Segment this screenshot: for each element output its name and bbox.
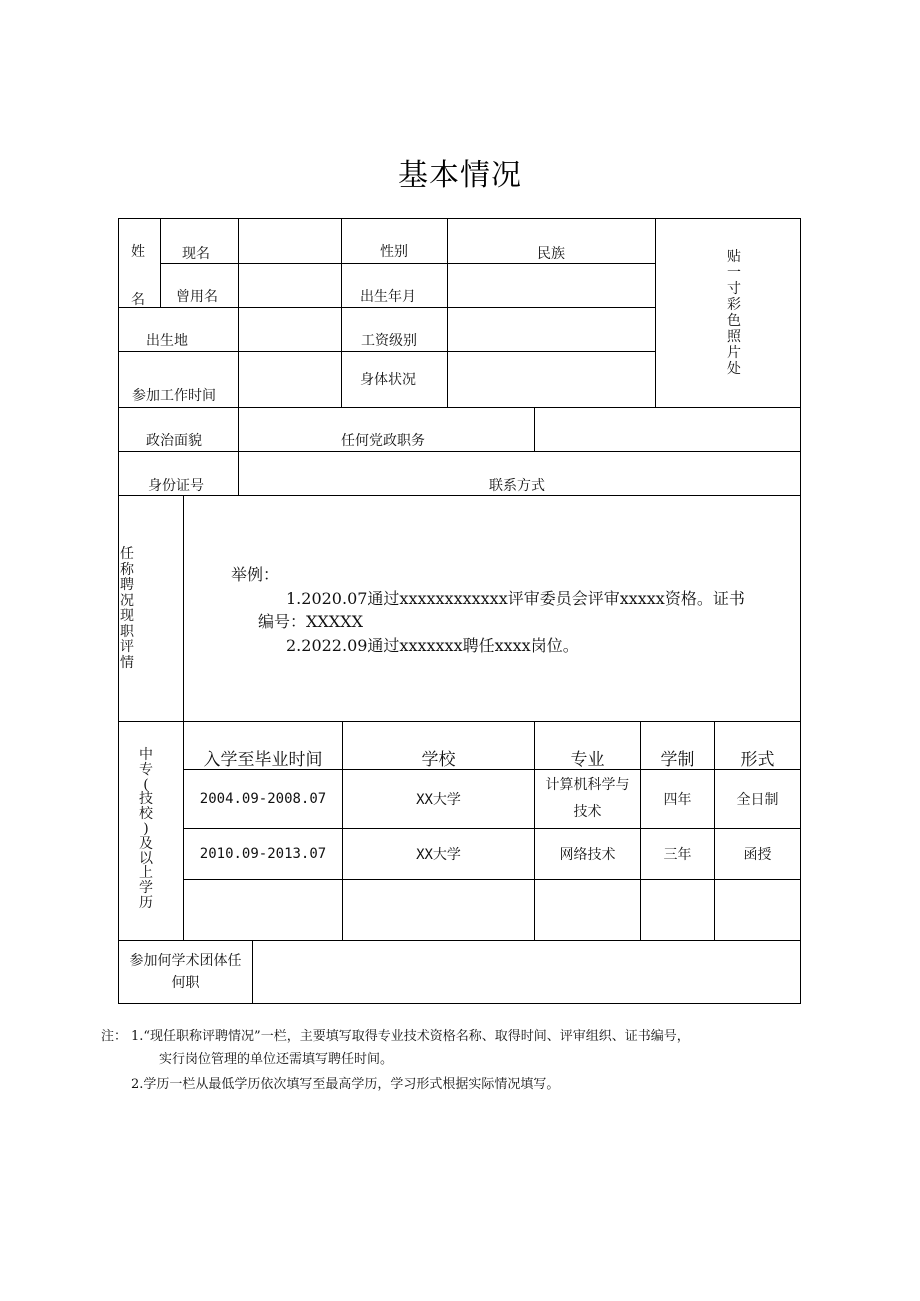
current-name-label: 现名 xyxy=(182,246,210,262)
gender-label: 性别 xyxy=(380,244,408,260)
notes-prefix: 注： xyxy=(101,1029,128,1044)
edu-header-major: 专业 xyxy=(570,749,605,770)
ethnicity-label: 民族 xyxy=(537,246,565,262)
education-label: 中 专 ( 技 校 ) 及 以 上 学 历 xyxy=(139,747,153,911)
page-title: 基本情况 xyxy=(398,158,522,193)
note-2: 2.学历一栏从最低学历依次填写至最高学历，学习形式根据实际情况填写。 xyxy=(131,1077,560,1092)
edu-mode: 函授 xyxy=(743,847,772,863)
academic-society-label: 参加何学术团体任 何职 xyxy=(129,953,242,991)
salary-level-label: 工资级别 xyxy=(361,333,417,349)
edu-header-mode: 形式 xyxy=(740,749,775,770)
edu-header-duration: 学制 xyxy=(660,749,695,770)
note-1: 1.“现任职称评聘情况”一栏，主要填写取得专业技术资格名称、取得时间、评审组织、证书编号， xyxy=(131,1029,690,1044)
former-name-label: 曾用名 xyxy=(176,289,218,305)
work-start-label: 参加工作时间 xyxy=(132,388,216,404)
edu-header-school: 学校 xyxy=(421,749,456,770)
edu-duration: 三年 xyxy=(663,847,692,863)
edu-school: XX大学 xyxy=(416,847,461,863)
edu-period: 2010.09-2013.07 xyxy=(199,846,327,862)
example-line-1: 1.2020.07通过xxxxxxxxxxxx评审委员会评审xxxxx资格。证书 xyxy=(286,589,745,608)
example-line-2: 2.2022.09通过xxxxxxx聘任xxxx岗位。 xyxy=(286,636,579,655)
edu-major: 计算机科学与 技术 xyxy=(545,777,630,820)
edu-header-period: 入学至毕业时间 xyxy=(203,749,323,770)
edu-mode: 全日制 xyxy=(736,792,779,808)
party-post-label: 任何党政职务 xyxy=(341,433,425,449)
contact-label: 联系方式 xyxy=(489,478,545,494)
birthplace-label: 出生地 xyxy=(146,333,188,349)
edu-duration: 四年 xyxy=(663,792,692,808)
edu-school: XX大学 xyxy=(416,792,461,808)
title-appointment-label: 任 称 聘 况 现 职 评 情 xyxy=(120,546,134,671)
edu-period: 2004.09-2008.07 xyxy=(199,791,327,807)
example-heading: 举例： xyxy=(231,565,280,584)
name-vertical-label: 姓 名 xyxy=(131,244,145,308)
political-status-label: 政治面貌 xyxy=(146,433,202,449)
note-1-continued: 实行岗位管理的单位还需填写聘任时间。 xyxy=(159,1052,394,1067)
birth-date-label: 出生年月 xyxy=(360,289,416,305)
photo-placeholder: 贴 一 寸 彩 色 照 片 处 xyxy=(727,249,741,377)
id-number-label: 身份证号 xyxy=(148,478,204,494)
edu-major: 网络技术 xyxy=(559,847,616,863)
health-label: 身体状况 xyxy=(360,372,416,388)
example-line-1-cert: 编号：XXXXX xyxy=(258,612,363,631)
